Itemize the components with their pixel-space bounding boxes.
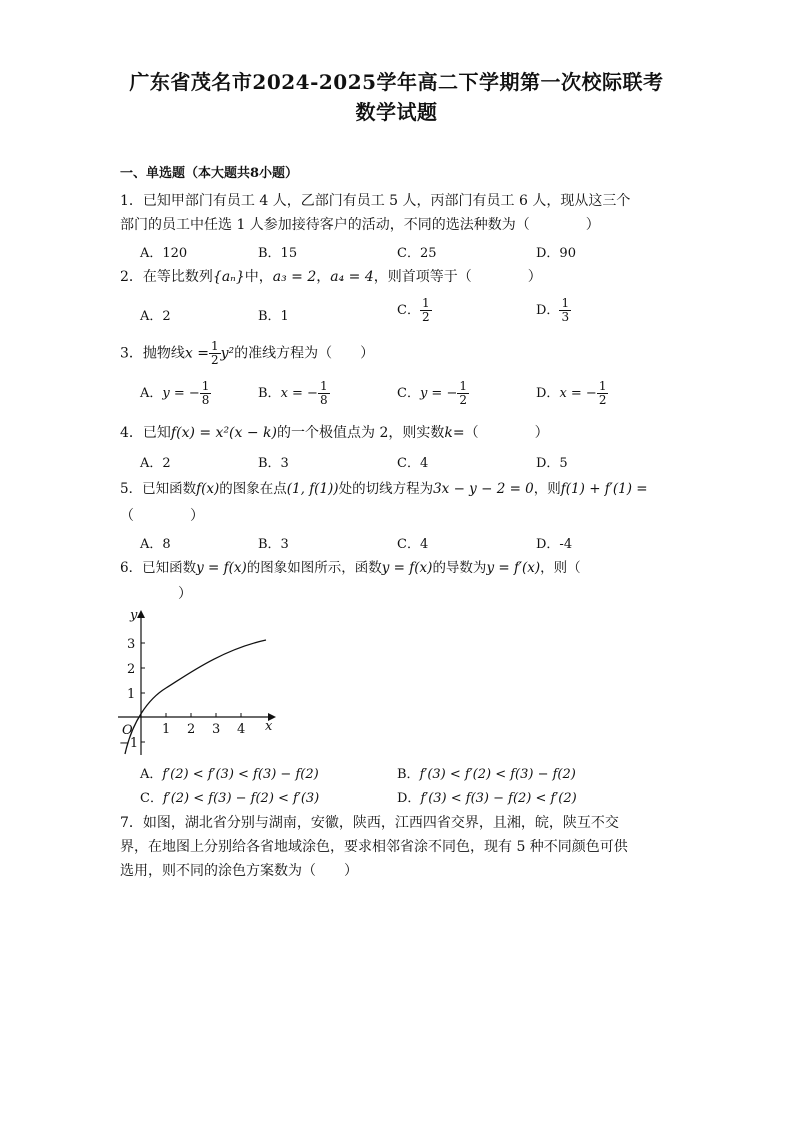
q3-option-b: B．x = − $\frac{1}{8}$ (258, 379, 328, 407)
y-tick-3: 3 (127, 637, 136, 652)
q2-option-a: A．2 (140, 309, 171, 324)
q3-fraction: $\frac{1}{2}$ (211, 339, 219, 367)
q2-a3: a₃ = 2 (272, 269, 317, 285)
question-5: 5．已知函数f(x)的图象在点(1, f(1))处的切线方程为3x − y − 2 = 0，则f(1) + f′(1) = (120, 481, 648, 497)
q2-prefix: 2．在等比数列 (120, 269, 213, 285)
q5-option-d: D．-4 (536, 537, 573, 552)
q6-option-c: C．f′(2) < f(3) − f(2) < f′(3) (140, 791, 320, 806)
q5-option-c: C．4 (397, 537, 429, 552)
q2-option-c-fraction: $\frac{1}{2}$ (421, 296, 430, 324)
q2-option-c: C． $\frac{1}{2}$ (397, 296, 430, 324)
q6-option-d: D．f′(3) < f(3) − f(2) < f′(2) (397, 791, 577, 806)
origin-label: O (122, 723, 133, 738)
q1-option-d: D．90 (536, 246, 576, 261)
q2-sequence: {aₙ} (212, 269, 245, 285)
q3-option-a: A．y = − $\frac{1}{8}$ (140, 379, 210, 407)
q1-option-b: B．15 (258, 246, 298, 261)
q4-function: f(x) = x²(x − k) (170, 425, 277, 441)
q5-option-a: A．8 (140, 537, 171, 552)
y-tick-2: 2 (127, 662, 136, 677)
question-2: 2．在等比数列{aₙ}中，a₃ = 2，a₄ = 4，则首项等于（ ） (120, 269, 542, 285)
x-tick-2: 2 (187, 722, 196, 737)
q2-suffix: ，则首项等于（ ） (373, 269, 542, 285)
question-6: 6．已知函数y = f(x)的图象如图所示，函数y = f(x)的导数为y = f′(x)，则（ (120, 560, 581, 576)
q4-option-b: B．3 (258, 456, 289, 471)
function-graph (110, 602, 290, 762)
q5-option-b: B．3 (258, 537, 289, 552)
q3-option-d: D．x = − $\frac{1}{2}$ (536, 379, 607, 407)
q2-option-d-fraction: $\frac{1}{3}$ (561, 296, 570, 324)
y-tick-1: 1 (127, 687, 136, 702)
x-axis-label: x (265, 719, 273, 734)
question-3: 3．抛物线x = $\frac{1}{2}$ y²的准线方程为（ ） (120, 339, 375, 367)
q2-option-b: B．1 (258, 309, 289, 324)
q6-option-a: A．f′(2) < f′(3) < f(3) − f(2) (140, 767, 319, 782)
question-7-line1: 7．如图，湖北省分别与湖南，安徽，陕西，江西四省交界，且湘，皖，陕互不交 (120, 815, 619, 831)
q1-option-a: A．120 (140, 246, 188, 261)
q4-option-a: A．2 (140, 456, 171, 471)
exam-title-line2: 数学试题 (355, 100, 438, 124)
question-5-line2: （ ） (120, 508, 204, 524)
y-axis-label: y (130, 608, 138, 623)
question-7-line2: 界，在地图上分别给各省地域涂色，要求相邻省涂不同色，现有 5 种不同颜色可供 (120, 839, 628, 855)
q2-mid: 中， (244, 269, 273, 285)
x-tick-4: 4 (237, 722, 246, 737)
x-tick-1: 1 (162, 722, 171, 737)
q4-option-c: C．4 (397, 456, 429, 471)
x-tick-3: 3 (212, 722, 221, 737)
q6-option-b: B．f′(3) < f′(2) < f(3) − f(2) (397, 767, 576, 782)
section-heading: 一、单选题（本大题共8小题） (120, 166, 299, 181)
y-axis-arrow (137, 610, 145, 618)
q3-option-c: C．y = − $\frac{1}{2}$ (397, 379, 467, 407)
q4-option-d: D．5 (536, 456, 568, 471)
q1-option-c: C．25 (397, 246, 437, 261)
q2-option-d: D． $\frac{1}{3}$ (536, 296, 570, 324)
q2-a4: a₄ = 4 (330, 269, 374, 285)
y-tick-neg1: −1 (119, 736, 139, 751)
question-6-line2: ） (178, 586, 192, 602)
question-4: 4．已知f(x) = x²(x − k)的一个极值点为 2，则实数k=（ ） (120, 425, 549, 441)
question-1-line1: 1．已知甲部门有员工 4 人，乙部门有员工 5 人，丙部门有员工 6 人，现从这三个 (120, 193, 631, 209)
exam-title-line1: 广东省茂名市2024-2025学年高二下学期第一次校际联考 (129, 70, 664, 94)
question-1-line2: 部门的员工中任选 1 人参加接待客户的活动，不同的选法种数为（ ） (120, 217, 600, 233)
question-7-line3: 选用，则不同的涂色方案数为（ ） (120, 863, 358, 879)
